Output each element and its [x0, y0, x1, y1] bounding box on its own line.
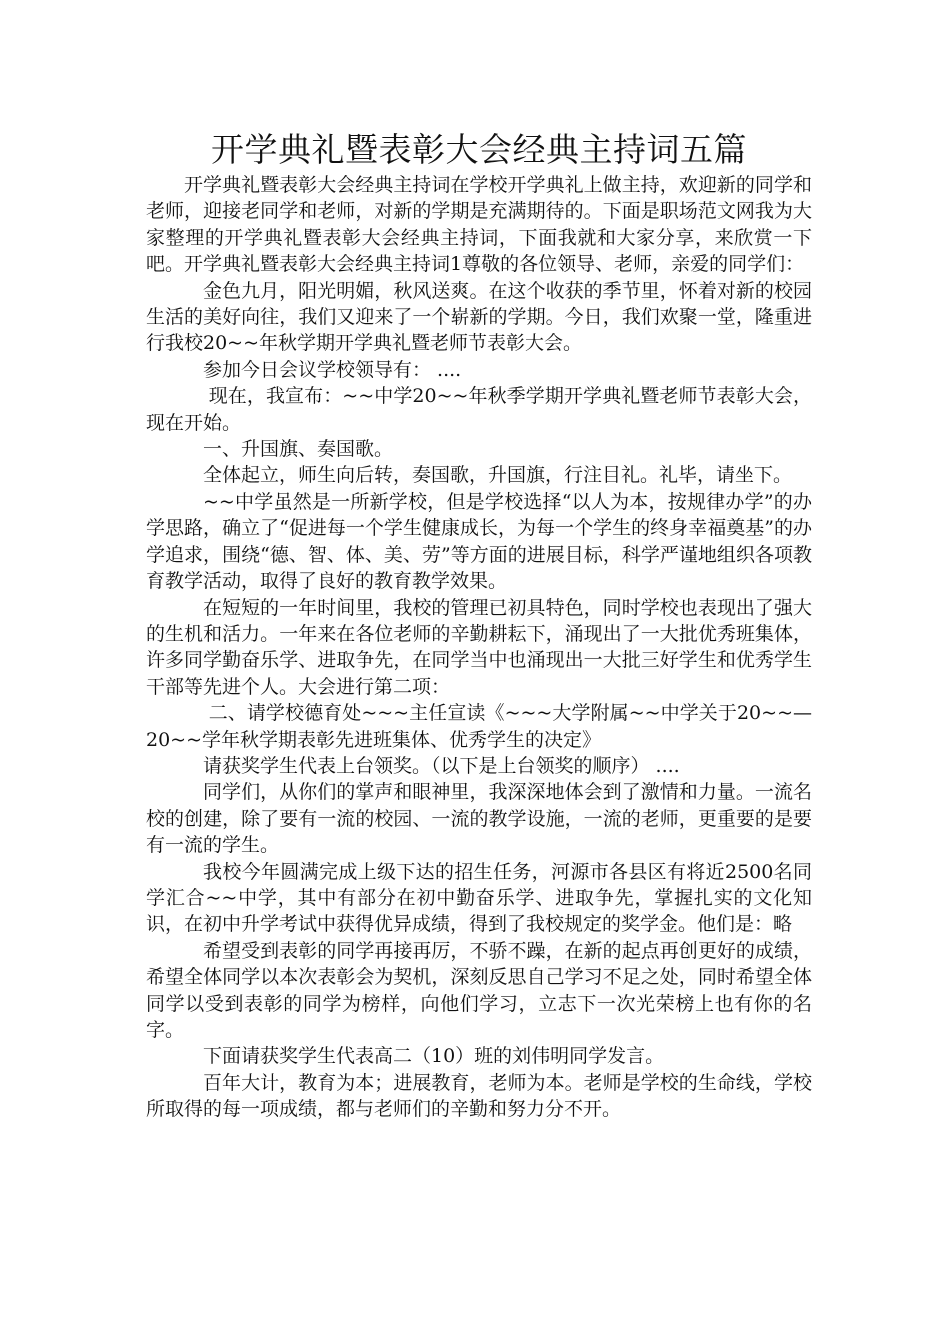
paragraph-award-order: 请获奖学生代表上台领奖。（以下是上台领奖的顺序） .... — [203, 754, 680, 777]
paragraph-item-two: 二、请学校德育处~~~主任宣读《~~~大学附属~~中学关于20~~—20~~学年秋学期表彰先进班集体、优秀学生的决定》 — [146, 702, 812, 751]
paragraph-teachers: 百年大计，教育为本；进展教育，老师为本。老师是学校的生命线，学校所取得的每一项成绩，都与老师们的辛勤和努力分不开。 — [146, 1071, 812, 1121]
paragraph-leaders: 参加今日会议学校领导有： .... — [203, 358, 462, 381]
paragraph-students: 同学们，从你们的掌声和眼神里，我深深地体会到了激情和力量。一流名校的创建，除了要有一流的校园、一流的教学设施，一流的老师，更重要的是要有一流的学生。 — [146, 781, 812, 857]
paragraph-speech-intro: 下面请获奖学生代表高二（10）班的刘伟明同学发言。 — [203, 1045, 665, 1068]
paragraph-hope: 希望受到表彰的同学再接再厉，不骄不躁，在新的起点再创更好的成绩，希望全体同学以本次表彰会为契机，深刻反思自己学习不足之处，同时希望全体同学以受到表彰的同学为榜样，向他们学习，立志下一次光荣榜上也有你的名字。 — [146, 939, 812, 1041]
paragraph-intro: 开学典礼暨表彰大会经典主持词在学校开学典礼上做主持，欢迎新的同学和老师，迎接老同学和老师，对新的学期是充满期待的。下面是职场范文网我为大家整理的开学典礼暨表彰大会经典主持词，下面我就和大家分享，来欣赏一下吧。开学典礼暨表彰大会经典主持词1尊敬的各位领导、老师，亲爱的同学们： — [146, 174, 812, 276]
paragraph-enrollment: 我校今年圆满完成上级下达的招生任务，河源市各县区有将近2500名同学汇合~~中学，其中有部分在初中勤奋乐学、进取争先，掌握扎实的文化知识，在初中升学考试中获得优异成绩，得到了我校规定的奖学金。他们是：略 — [146, 860, 812, 936]
paragraph-anthem: 全体起立，师生向后转，奏国歌，升国旗，行注目礼。礼毕，请坐下。 — [203, 464, 793, 487]
paragraph-achievements: 在短短的一年时间里，我校的管理已初具特色，同时学校也表现出了强大的生机和活力。一年来在各位老师的辛勤耕耘下，涌现出了一大批优秀班集体，许多同学勤奋乐学、进取争先，在同学当中也涌现出一大批三好学生和优秀学生干部等先进个人。大会进行第二项： — [146, 596, 812, 698]
paragraph-item-one: 一、升国旗、奏国歌。 — [203, 438, 394, 461]
paragraph-opening: 金色九月，阳光明媚，秋风送爽。在这个收获的季节里，怀着对新的校园生活的美好向往，我们又迎来了一个崭新的学期。今日，我们欢聚一堂，隆重进行我校20~~年秋学期开学典礼暨老师节表彰大会。 — [146, 279, 812, 355]
paragraph-announce: 现在，我宣布：~~中学20~~年秋季学期开学典礼暨老师节表彰大会，现在开始。 — [146, 385, 812, 434]
paragraph-school-intro: ~~中学虽然是一所新学校，但是学校选择“以人为本，按规律办学”的办学思路，确立了“促进每一个学生健康成长，为每一个学生的终身幸福奠基”的办学追求，围绕“德、智、体、美、劳”等方面的进展目标，科学严谨地组织各项教育教学活动，取得了良好的教育教学效果。 — [146, 490, 812, 593]
document-title: 开学典礼暨表彰大会经典主持词五篇 — [211, 130, 747, 169]
